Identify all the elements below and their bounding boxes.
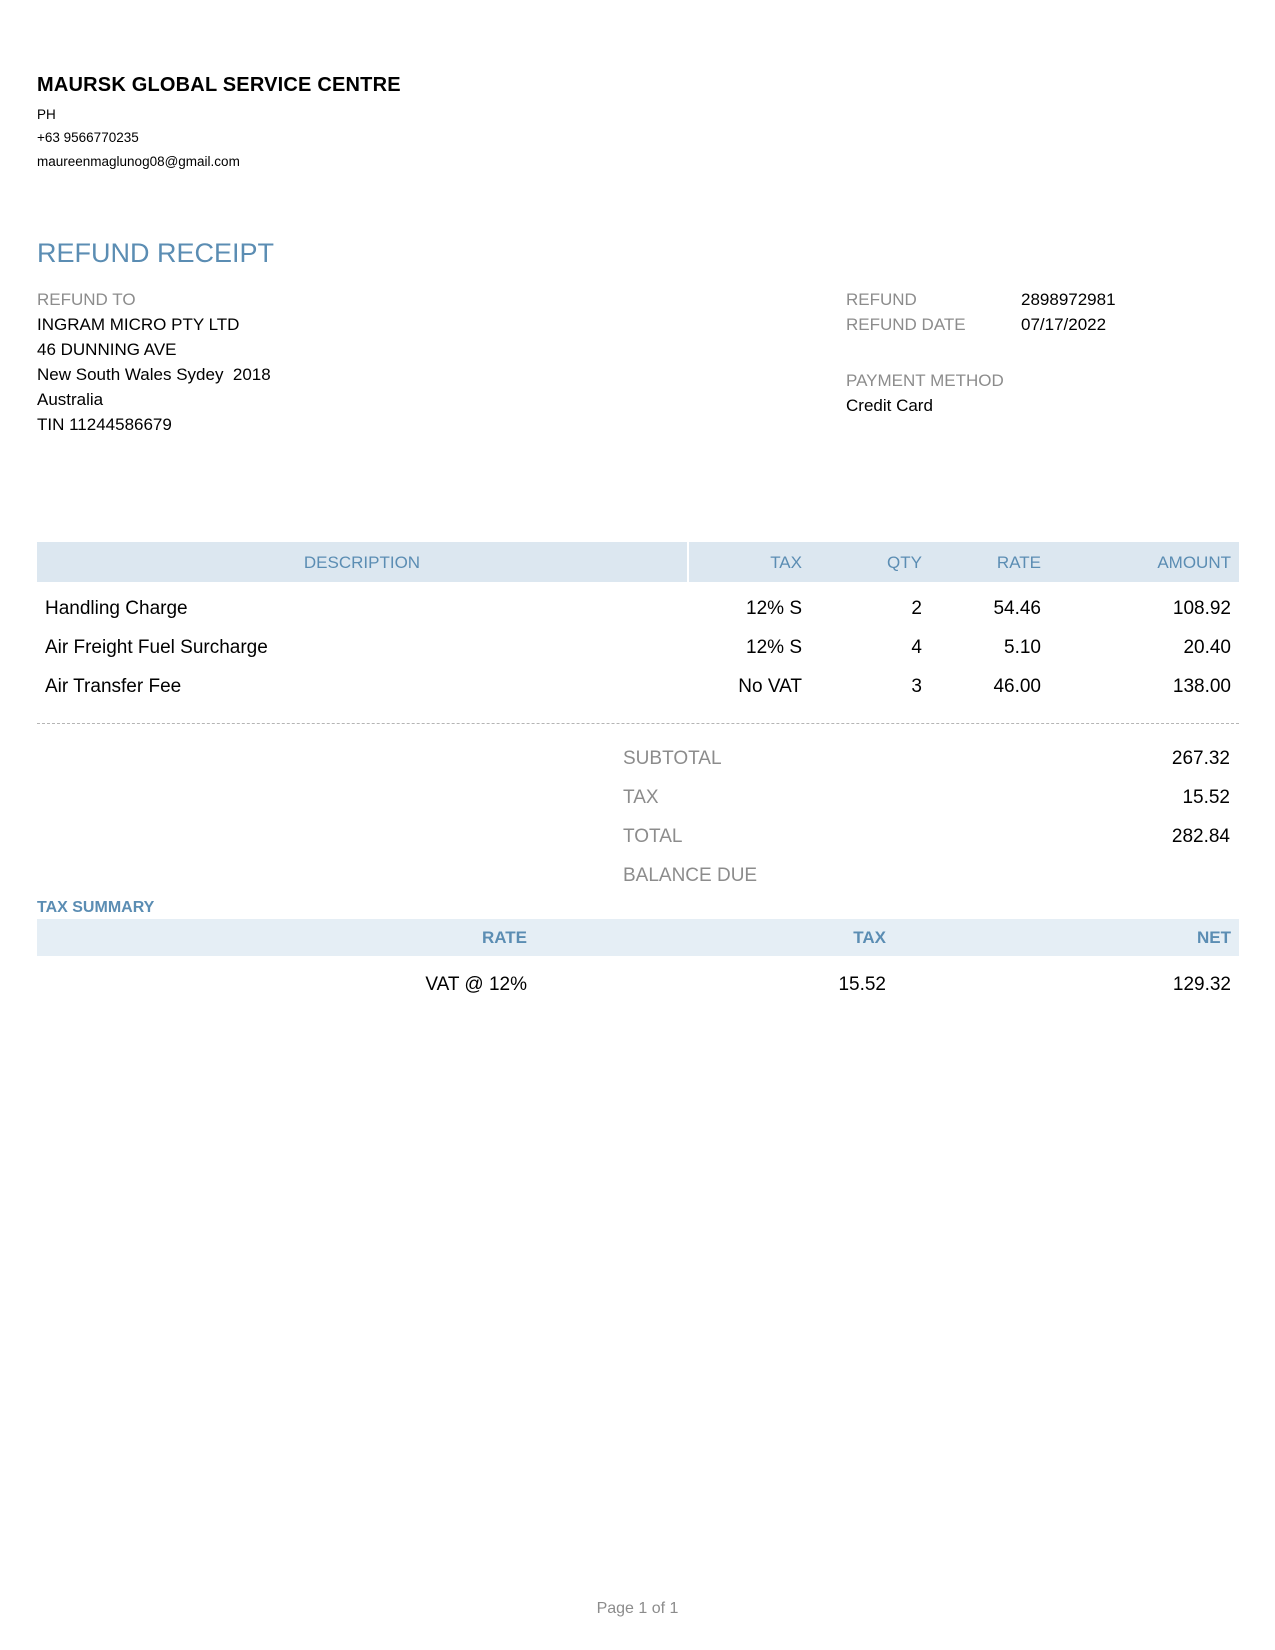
row-tax: No VAT (738, 676, 802, 697)
table-divider (37, 723, 1239, 724)
items-table-header (37, 542, 1239, 582)
table-row (37, 637, 1239, 667)
refund-to-street: 46 DUNNING AVE (37, 340, 177, 359)
refund-to-label: REFUND TO (37, 290, 136, 309)
refund-to-city: New South Wales Sydey 2018 (37, 365, 271, 384)
company-name: MAURSK GLOBAL SERVICE CENTRE (37, 74, 401, 96)
tax-summary-header (37, 919, 1239, 956)
total-value: 282.84 (1171, 826, 1230, 847)
header-amount: AMOUNT (1157, 553, 1231, 572)
document-title: REFUND RECEIPT (37, 238, 275, 268)
header-divider (687, 542, 689, 582)
company-email: maureenmaglunog08@gmail.com (37, 154, 240, 169)
company-phone: +63 9566770235 (37, 130, 139, 145)
refund-to-name: INGRAM MICRO PTY LTD (37, 315, 240, 334)
ts-header-net: NET (1197, 928, 1231, 947)
row-amount: 108.92 (1172, 598, 1231, 619)
ts-header-tax: TAX (853, 928, 886, 947)
tax-summary-row (37, 974, 1239, 1004)
ts-row-rate: VAT @ 12% (425, 974, 527, 995)
table-row (37, 598, 1239, 628)
row-amount: 20.40 (1183, 637, 1231, 658)
row-description: Handling Charge (45, 598, 188, 619)
tax-summary-title: TAX SUMMARY (37, 899, 155, 916)
subtotal-label: SUBTOTAL (623, 748, 722, 769)
ts-row-tax: 15.52 (838, 974, 886, 995)
refund-number-value: 2898972981 (1021, 290, 1116, 309)
refund-date-label: REFUND DATE (846, 315, 966, 334)
company-country: PH (37, 107, 56, 122)
header-description: DESCRIPTION (303, 553, 421, 572)
row-qty: 4 (911, 637, 922, 658)
payment-method-value: Credit Card (846, 396, 933, 415)
row-tax: 12% S (746, 637, 802, 658)
ts-row-net: 129.32 (1172, 974, 1231, 995)
row-description: Air Transfer Fee (45, 676, 182, 697)
row-qty: 3 (911, 676, 922, 697)
tax-total-label: TAX (623, 787, 659, 808)
row-rate: 46.00 (993, 676, 1041, 697)
row-qty: 2 (911, 598, 922, 619)
row-amount: 138.00 (1172, 676, 1231, 697)
header-rate: RATE (996, 553, 1041, 572)
payment-method-label: PAYMENT METHOD (846, 371, 1004, 390)
header-tax: TAX (770, 553, 802, 572)
row-rate: 5.10 (1004, 637, 1041, 658)
page-number: Page 1 of 1 (596, 1600, 679, 1617)
row-rate: 54.46 (993, 598, 1041, 619)
refund-date-value: 07/17/2022 (1021, 315, 1107, 334)
balance-due-label: BALANCE DUE (623, 865, 758, 886)
ts-header-rate: RATE (481, 928, 527, 947)
subtotal-value: 267.32 (1171, 748, 1230, 769)
header-qty: QTY (887, 553, 922, 572)
row-tax: 12% S (746, 598, 802, 619)
refund-to-country: Australia (37, 390, 104, 409)
table-row (37, 676, 1239, 706)
refund-to-tin: TIN 11244586679 (37, 415, 172, 434)
total-label: TOTAL (623, 826, 683, 847)
tax-total-value: 15.52 (1182, 787, 1230, 808)
refund-number-label: REFUND (846, 290, 917, 309)
row-description: Air Freight Fuel Surcharge (45, 637, 268, 658)
